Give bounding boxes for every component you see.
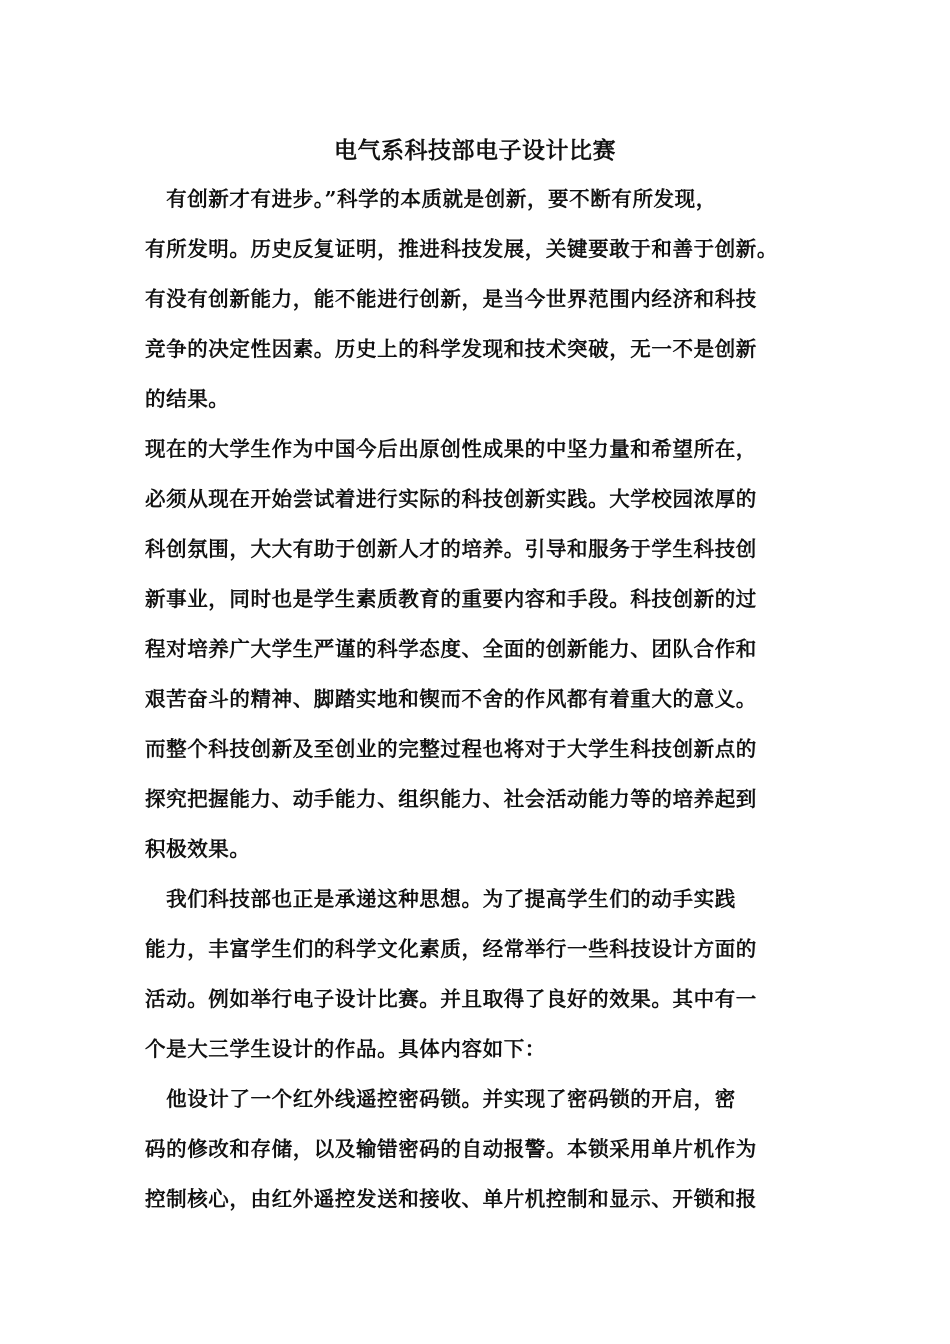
text-line-18: 个是大三学生设计的作品。具体内容如下： [145,1037,546,1061]
text-line-21: 控制核心，由红外遥控发送和接收、单片机控制和显示、开锁和报 [145,1187,757,1211]
document-title: 电气系科技部电子设计比赛 [334,137,616,164]
text-line-9: 新事业，同时也是学生素质教育的重要内容和手段。科技创新的过 [145,587,757,611]
text-line-13: 探究把握能力、动手能力、组织能力、社会活动能力等的培养起到 [145,787,757,811]
text-line-1: 有创新才有进步。”科学的本质就是创新，要不断有所发现， [145,187,717,211]
text-line-2: 有所发明。历史反复证明，推进科技发展，关键要敢于和善于创新。 [145,237,778,261]
text-line-5: 的结果。 [145,387,230,411]
text-line-6: 现在的大学生作为中国今后出原创性成果的中坚力量和希望所在， [145,437,757,461]
text-line-14: 积极效果。 [145,837,251,861]
text-line-20: 码的修改和存储，以及输错密码的自动报警。本锁采用单片机作为 [145,1137,757,1161]
text-line-15: 我们科技部也正是承递这种思想。为了提高学生们的动手实践 [145,887,736,911]
text-line-4: 竞争的决定性因素。历史上的科学发现和技术突破，无一不是创新 [145,337,757,361]
text-line-10: 程对培养广大学生严谨的科学态度、全面的创新能力、团队合作和 [145,637,757,661]
text-line-17: 活动。例如举行电子设计比赛。并且取得了良好的效果。其中有一 [145,987,757,1011]
text-line-12: 而整个科技创新及至创业的完整过程也将对于大学生科技创新点的 [145,737,757,761]
text-line-3: 有没有创新能力，能不能进行创新，是当今世界范围内经济和科技 [145,287,757,311]
text-line-11: 艰苦奋斗的精神、脚踏实地和锲而不舍的作风都有着重大的意义。 [145,687,757,711]
text-line-8: 科创氛围，大大有助于创新人才的培养。引导和服务于学生科技创 [145,537,757,561]
text-line-19: 他设计了一个红外线遥控密码锁。并实现了密码锁的开启，密 [145,1087,736,1111]
text-line-7: 必须从现在开始尝试着进行实际的科技创新实践。大学校园浓厚的 [145,487,757,511]
text-line-16: 能力，丰富学生们的科学文化素质，经常举行一些科技设计方面的 [145,937,757,961]
